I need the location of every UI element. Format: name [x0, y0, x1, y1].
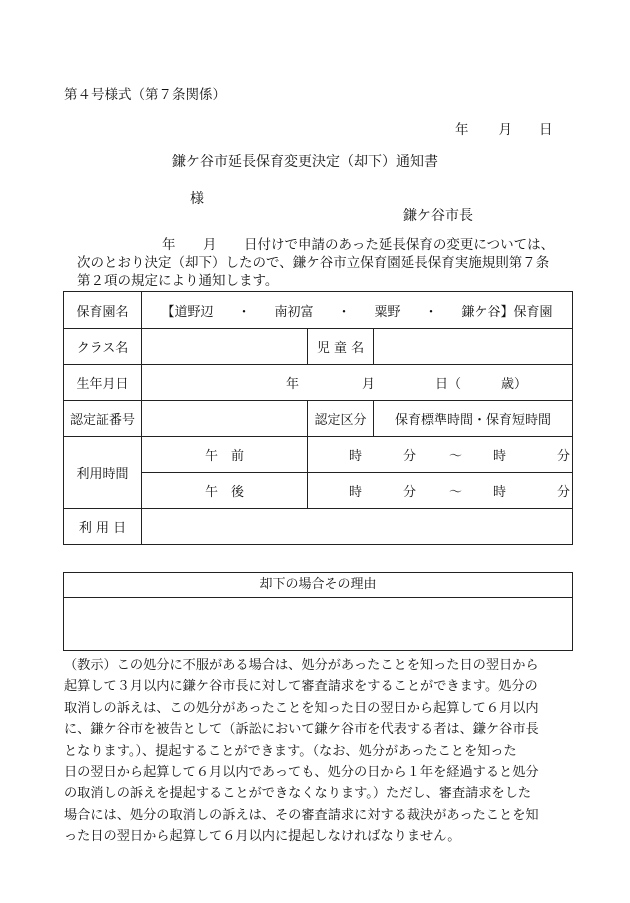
info-table	[63, 291, 573, 545]
nursery-options[interactable]	[142, 292, 573, 329]
am-hour2: 時	[492, 449, 506, 464]
notice-line: 日の翌日から起算して６月以内であっても、処分の日から１年を経過すると処分	[64, 765, 539, 781]
am-tilde: 〜	[448, 449, 462, 464]
date-line	[455, 118, 553, 138]
child-field[interactable]	[374, 329, 573, 365]
pm-tilde: 〜	[448, 485, 462, 500]
pm-label: 午 後	[142, 473, 308, 509]
date-year: 年	[455, 122, 469, 138]
nursery-opt: 粟野	[374, 304, 401, 320]
date-day: 日	[539, 122, 553, 138]
birth-day: 日（	[434, 377, 461, 392]
birth-field[interactable]	[142, 365, 573, 401]
am-time-field[interactable]	[308, 437, 573, 473]
nursery-sep: ・	[237, 304, 251, 320]
cert-type-value[interactable]: 保育標準時間・保育短時間	[374, 401, 573, 437]
cert-type-label: 認定区分	[308, 401, 374, 437]
body-year: 年	[162, 237, 176, 253]
am-minute2: 分	[556, 449, 570, 464]
document-title: 鎌ケ谷市延長保育変更決定（却下）通知書	[172, 154, 438, 170]
birth-year: 年	[285, 377, 299, 392]
pm-hour: 時	[348, 485, 362, 500]
reason-field[interactable]	[64, 598, 572, 650]
appeal-notice	[64, 655, 576, 848]
date-month: 月	[498, 122, 512, 138]
birth-label: 生年月日	[64, 365, 142, 401]
class-label: クラス名	[64, 329, 142, 365]
form-label: 第４号様式（第７条関係）	[64, 87, 226, 103]
birth-month: 月	[361, 377, 375, 392]
notice-line: 起算して３月以内に鎌ケ谷市長に対して審査請求をすることができます。処分の	[64, 679, 538, 695]
notice-line: となります。）、提起することができます。（なお、処分があったことを知った	[64, 743, 517, 759]
am-label: 午 前	[142, 437, 308, 473]
pm-hour2: 時	[492, 485, 506, 500]
usage-time-label: 利用時間	[64, 437, 142, 509]
nursery-sep: ・	[337, 304, 351, 320]
nursery-opt: 鎌ケ谷】保育園	[461, 304, 553, 320]
notice-line: （教示）この処分に不服がある場合は、処分があったことを知った日の翌日から	[64, 658, 539, 673]
notice-line: の取消しの訴えを提起することができなくなります。）ただし、審査請求をした	[64, 786, 532, 802]
pm-minute2: 分	[556, 485, 570, 500]
am-hour: 時	[348, 449, 362, 464]
issuer: 鎌ケ谷市長	[403, 208, 473, 224]
nursery-opt: 【道野辺	[161, 304, 214, 320]
reason-box	[63, 572, 573, 651]
cert-label: 認定証番号	[64, 401, 142, 437]
am-minute: 分	[402, 449, 416, 464]
body-line3: 第２項の規定により通知します。	[77, 273, 279, 289]
body-paragraph	[64, 236, 579, 290]
reason-header: 却下の場合その理由	[64, 573, 572, 598]
body-month: 月	[203, 237, 217, 253]
notice-line: 場合には、処分の取消しの訴えは、その審査請求に対する裁決があったことを知	[64, 807, 539, 823]
addressee-suffix: 様	[190, 191, 204, 207]
body-line2: 次のとおり決定（却下）したので、鎌ケ谷市立保育園延長保育実施規則第７条	[77, 255, 550, 271]
body-line1: 日付けで申請のあった延長保育の変更については、	[244, 237, 555, 253]
notice-line: った日の翌日から起算して６月以内に提起しなければなりません。	[64, 829, 461, 845]
nursery-sep: ・	[424, 304, 438, 320]
usage-day-label: 利 用 日	[64, 509, 142, 545]
notice-line: に、鎌ケ谷市を被告として（訴訟において鎌ケ谷市を代表する者は、鎌ケ谷市長	[64, 722, 539, 738]
pm-minute: 分	[402, 485, 416, 500]
birth-age: 歳）	[500, 377, 527, 392]
nursery-label: 保育園名	[64, 292, 142, 329]
cert-field[interactable]	[142, 401, 308, 437]
usage-day-field[interactable]	[142, 509, 573, 545]
class-field[interactable]	[142, 329, 308, 365]
pm-time-field[interactable]	[308, 473, 573, 509]
child-label: 児 童 名	[308, 329, 374, 365]
notice-line: 取消しの訴えは、この処分があったことを知った日の翌日から起算して６月以内	[64, 700, 539, 716]
nursery-opt: 南初富	[274, 304, 314, 320]
